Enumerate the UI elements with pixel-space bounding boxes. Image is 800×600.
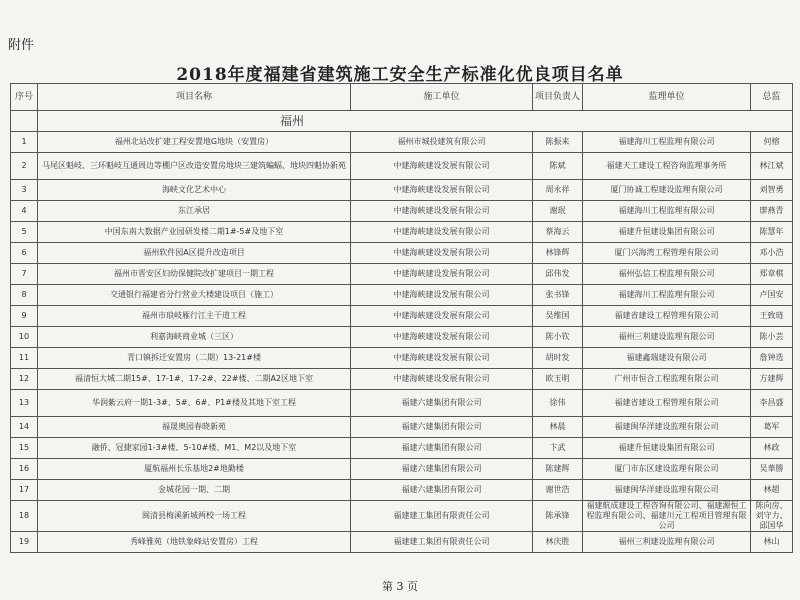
cell-chief: 陈小芸 [751, 327, 793, 348]
cell-no: 15 [11, 438, 38, 459]
table-row [11, 348, 793, 369]
cell-supervisor: 福州三利建设监理有限公司 [583, 327, 751, 348]
document-title: 2018年度福建省建筑施工安全生产标准化优良项目名单 [176, 65, 624, 85]
col-header-supervisor: 监理单位 [583, 84, 751, 111]
cell-no: 13 [11, 390, 38, 417]
cell-builder: 福州市城投建筑有限公司 [351, 132, 533, 153]
cell-builder: 福建六建集团有限公司 [351, 459, 533, 480]
cell-no: 12 [11, 369, 38, 390]
cell-project: 东江承居 [38, 201, 351, 222]
project-table [10, 83, 793, 553]
cell-supervisor: 福建升恒建设集团有限公司 [583, 222, 751, 243]
cell-project: 闽清县梅溪新城两校一场工程 [38, 501, 351, 532]
cell-builder: 福建六建集团有限公司 [351, 390, 533, 417]
cell-chief: 王致琏 [751, 306, 793, 327]
cell-no: 11 [11, 348, 38, 369]
cell-builder: 中建海峡建设发展有限公司 [351, 201, 533, 222]
table-header-row [11, 84, 793, 111]
cell-builder: 福建六建集团有限公司 [351, 417, 533, 438]
cell-builder: 中建海峡建设发展有限公司 [351, 264, 533, 285]
table-row [11, 532, 793, 553]
cell-builder: 福建建工集团有限责任公司 [351, 501, 533, 532]
cell-no: 5 [11, 222, 38, 243]
table-row [11, 390, 793, 417]
cell-chief: 林政 [751, 438, 793, 459]
cell-manager: 邱伟发 [533, 264, 583, 285]
table-row [11, 222, 793, 243]
cell-project: 金城花园一期、二期 [38, 480, 351, 501]
cell-no: 1 [11, 132, 38, 153]
cell-project: 海峡文化艺术中心 [38, 180, 351, 201]
col-header-no: 序号 [11, 84, 38, 111]
cell-chief: 卢国安 [751, 285, 793, 306]
cell-supervisor: 福建鑫瑞建设有限公司 [583, 348, 751, 369]
cell-project: 利嘉海峡商业城（三区） [38, 327, 351, 348]
cell-manager: 张书锋 [533, 285, 583, 306]
cell-chief: 詹钟选 [751, 348, 793, 369]
cell-project: 交通银行福建省分行营业大楼建设项目（施工） [38, 285, 351, 306]
cell-builder: 中建海峡建设发展有限公司 [351, 180, 533, 201]
cell-project: 福州市琅岐雁行江主干道工程 [38, 306, 351, 327]
cell-builder: 福建建工集团有限责任公司 [351, 532, 533, 553]
cell-manager: 蔡海云 [533, 222, 583, 243]
cell-manager: 周永祥 [533, 180, 583, 201]
cell-builder: 中建海峡建设发展有限公司 [351, 327, 533, 348]
table-row [11, 327, 793, 348]
cell-supervisor: 福建省建设工程管理有限公司 [583, 306, 751, 327]
table-row [11, 243, 793, 264]
cell-manager: 卞武 [533, 438, 583, 459]
table-row [11, 306, 793, 327]
cell-project: 马尾区魁岐、三环魁岐互通周边等棚户区改造安置房地块三建筑蝙蝠、地块四魁协新苑 [38, 153, 351, 180]
cell-chief: 郑章棋 [751, 264, 793, 285]
cell-manager: 胡时发 [533, 348, 583, 369]
table-row [11, 369, 793, 390]
cell-manager: 徐伟 [533, 390, 583, 417]
table-row [11, 180, 793, 201]
cell-no: 17 [11, 480, 38, 501]
cell-supervisor: 福州三利建设监理有限公司 [583, 532, 751, 553]
cell-manager: 陈振来 [533, 132, 583, 153]
cell-manager: 陈建辉 [533, 459, 583, 480]
cell-manager: 陈小钦 [533, 327, 583, 348]
cell-project: 华润紫云府一期1-3#、5#、6#、P1#楼及其地下室工程 [38, 390, 351, 417]
cell-chief: 陈慧年 [751, 222, 793, 243]
cell-chief: 吴華勝 [751, 459, 793, 480]
cell-supervisor: 福建闽华洋建设监理有限公司 [583, 480, 751, 501]
cell-chief: 邓小浩 [751, 243, 793, 264]
cell-no: 18 [11, 501, 38, 532]
cell-project: 福州北站改扩建工程安置地G地块（安置房） [38, 132, 351, 153]
table-row [11, 480, 793, 501]
col-header-project: 项目名称 [38, 84, 351, 111]
cell-supervisor: 福建省建设工程管理有限公司 [583, 390, 751, 417]
cell-chief: 林山 [751, 532, 793, 553]
cell-no: 8 [11, 285, 38, 306]
cell-project: 厦航福州长乐基地2#地勤楼 [38, 459, 351, 480]
cell-chief: 葛军 [751, 417, 793, 438]
cell-chief: 何榕 [751, 132, 793, 153]
col-header-manager: 项目负责人 [533, 84, 583, 111]
cell-manager: 吴维国 [533, 306, 583, 327]
table-row [11, 459, 793, 480]
cell-builder: 中建海峡建设发展有限公司 [351, 243, 533, 264]
cell-supervisor: 福建闽华洋建设监理有限公司 [583, 417, 751, 438]
table-row [11, 201, 793, 222]
cell-no: 10 [11, 327, 38, 348]
cell-builder: 福建六建集团有限公司 [351, 438, 533, 459]
cell-chief: 李昌盛 [751, 390, 793, 417]
cell-builder: 中建海峡建设发展有限公司 [351, 153, 533, 180]
table-row [11, 153, 793, 180]
cell-project: 中国东南大数据产业园研发楼二期1#-5#及地下室 [38, 222, 351, 243]
region-label: 福州 [38, 111, 793, 132]
cell-project: 融侨、冠捷家园1-3#楼、5-10#楼、M1、M2以及地下室 [38, 438, 351, 459]
cell-no: 2 [11, 153, 38, 180]
table-row [11, 417, 793, 438]
col-header-builder: 施工单位 [351, 84, 533, 111]
cell-project: 福清恒大城二期15#、17-1#、17-2#、22#楼、二期A2区地下室 [38, 369, 351, 390]
cell-supervisor: 福州弘信工程监理有限公司 [583, 264, 751, 285]
cell-chief: 刘智勇 [751, 180, 793, 201]
cell-builder: 中建海峡建设发展有限公司 [351, 348, 533, 369]
cell-no: 16 [11, 459, 38, 480]
page-number: 第 3 页 [382, 580, 418, 593]
cell-manager: 陈承锋 [533, 501, 583, 532]
cell-manager: 林晨 [533, 417, 583, 438]
cell-builder: 中建海峡建设发展有限公司 [351, 222, 533, 243]
cell-no: 9 [11, 306, 38, 327]
cell-manager: 谢世浩 [533, 480, 583, 501]
cell-project: 福州软件园A区提升改造项目 [38, 243, 351, 264]
cell-project: 秀峰雅苑（地铁象峰站安置房）工程 [38, 532, 351, 553]
cell-supervisor: 厦门市东区建设监理有限公司 [583, 459, 751, 480]
table-row [11, 438, 793, 459]
table-row [11, 264, 793, 285]
cell-manager: 林锋辉 [533, 243, 583, 264]
cell-no: 6 [11, 243, 38, 264]
cell-chief: 廖燕青 [751, 201, 793, 222]
cell-supervisor: 厦门协诚工程建设监理有限公司 [583, 180, 751, 201]
cell-builder: 中建海峡建设发展有限公司 [351, 285, 533, 306]
cell-supervisor: 广州市恒合工程监理有限公司 [583, 369, 751, 390]
table-row [11, 501, 793, 532]
cell-chief: 林江斌 [751, 153, 793, 180]
cell-project: 福州市晋安区妇幼保健院改扩建项目一期工程 [38, 264, 351, 285]
cell-builder: 中建海峡建设发展有限公司 [351, 369, 533, 390]
cell-no: 3 [11, 180, 38, 201]
cell-manager: 谢珉 [533, 201, 583, 222]
cell-no: 14 [11, 417, 38, 438]
cell-no: 19 [11, 532, 38, 553]
cell-manager: 陈斌 [533, 153, 583, 180]
cell-manager: 林庆胜 [533, 532, 583, 553]
col-header-chief: 总监 [751, 84, 793, 111]
cell-supervisor: 福建海川工程监理有限公司 [583, 285, 751, 306]
cell-chief: 方建辉 [751, 369, 793, 390]
cell-no: 7 [11, 264, 38, 285]
cell-supervisor: 福建海川工程监理有限公司 [583, 201, 751, 222]
cell-supervisor: 福建海川工程监理有限公司 [583, 132, 751, 153]
cell-supervisor: 福建航成建设工程咨询有限公司、福建源恒工程监理有限公司、福建川元工程项目管理有限公司 [583, 501, 751, 532]
region-row [11, 111, 793, 132]
attachment-label: 附件 [8, 38, 35, 53]
cell-no: 4 [11, 201, 38, 222]
table-row [11, 132, 793, 153]
cell-supervisor: 福建升恒建设集团有限公司 [583, 438, 751, 459]
cell-project: 福晟奥园春晓新苑 [38, 417, 351, 438]
cell-supervisor: 福建天工建设工程咨询监理事务所 [583, 153, 751, 180]
cell-builder: 中建海峡建设发展有限公司 [351, 306, 533, 327]
cell-builder: 福建六建集团有限公司 [351, 480, 533, 501]
cell-chief: 林超 [751, 480, 793, 501]
cell-project: 青口镇拆迁安置房（二期）13-21#楼 [38, 348, 351, 369]
cell-manager: 欧玉明 [533, 369, 583, 390]
cell-chief: 陈向房、刘守力、邱国华 [751, 501, 793, 532]
cell-supervisor: 厦门兴海湾工程管理有限公司 [583, 243, 751, 264]
table-row [11, 285, 793, 306]
